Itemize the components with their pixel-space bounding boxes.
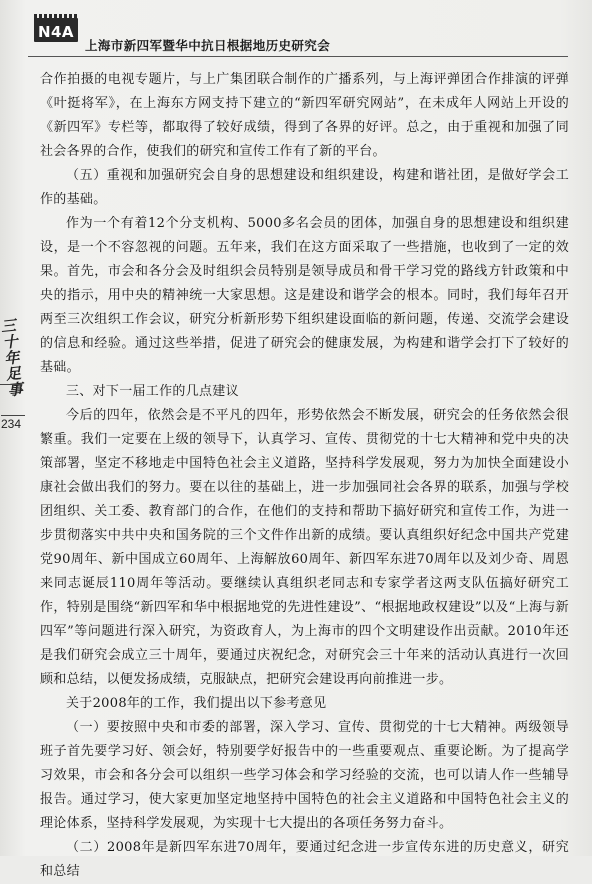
header-divider	[28, 56, 568, 57]
section-heading-five: （五）重视和加强研究会自身的思想建设和组织建设，构建和谐社团，是做好学会工作的基础。	[40, 168, 569, 207]
paragraph-intro-2008: 关于2008年的工作，我们提出以下参考意见	[66, 696, 327, 711]
paragraph: 今后的四年，依然会是不平凡的四年，形势依然会不断发展，研究会的任务依然会很繁重。我们一定要在上级的领导下，认真学习、宣传、贯彻党的十七大精神和党中央的决策部署，坚定不移地走中国特色社会主义道路，坚持科学发展观，努力为加快全面建设小康社会做出我们的努力。要在以往的基础上，进一步加强同社会各界的联系，加强与学校团组织、关工委、教育部门的合作，在他们的支持和帮助下搞好研究和宣传工作，为进一步贯彻落实中共中央和国务院的三个文件作出新的成绩。要认真组织好纪念中国共产党建党90周年、新中国成立60周年、上海解放60周年、新四军东进70周年以及刘少奇、周恩来同志诞辰110周年等活动。要继续认真组织老同志和专家学者这两支队伍搞好研究工作，特别是围绕“新四军和华中根据地党的先进性建设”、“根据地政权建设”以及“上海与新四军”等问题进行深入研究，为资政育人，为上海市的四个文明建设作出贡献。2010年还是我们研究会成立三十周年，要通过庆祝纪念，对研究会三十年来的活动认真进行一次回顾和总结，以便发扬成绩，克服缺点，把研究会建设再向前推进一步。	[40, 408, 569, 687]
paragraph-item-two: （二）2008年是新四军东进70周年，要通过纪念进一步宣传东进的历史意义，研究和总结	[40, 840, 569, 879]
organization-name: 上海市新四军暨华中抗日根据地历史研究会	[85, 38, 331, 53]
n4a-logo: N4A	[34, 18, 78, 42]
page-header	[28, 10, 568, 56]
paragraph-item-one: （一）要按照中央和市委的部署，深入学习、宣传、贯彻党的十七大精神。两级领导班子首先要学习好、领会好，特别要学好报告中的一些重要观点、重要论断。为了提高学习效果，市会和各分会可以组织一些学习体会和学习经验的交流，也可以请人作一些辅导报告。通过学习，使大家更加坚定地坚持中国特色的社会主义道路和中国特色社会主义的理论体系，坚持科学发展观，为实现十七大提出的各项任务努力奋斗。	[40, 720, 569, 831]
page-number: 234	[1, 415, 25, 431]
paragraph: 作为一个有着12个分支机构、5000多名会员的团体，加强自身的思想建设和组织建设，是一个不容忽视的问题。五年来，我们在这方面采取了一些措施，也收到了一定的效果。首先，市会和各分会及时组织会员特别是领导成员和骨干学习党的路线方针政策和中央的指示，用中央的精神统一大家思想。这是建设和谐学会的根本。同时，我们每年召开两至三次组织工作会议，研究分析新形势下组织建设面临的新问题，传递、交流学会建设的信息和经验。通过这些举措，促进了研究会的健康发展，为构建和谐学会打下了较好的基础。	[40, 216, 569, 375]
section-heading-three: 三、对下一届工作的几点建议	[66, 384, 239, 399]
side-divider	[0, 384, 22, 385]
side-calligraphy-mark: 三十年足事	[0, 316, 24, 400]
paragraph-continued: 合作拍摄的电视专题片，与上广集团联合制作的广播系列，与上海评弹团合作排演的评弹《叶挺将军》，在上海东方网支持下建立的“新四军研究网站”，在未成年人网站上开设的《新四军》专栏等，都取得了较好成绩，得到了各界的好评。总之，由于重视和加强了同社会各界的合作，使我们的研究和宣传工作有了新的平台。	[40, 72, 569, 159]
body-text	[40, 68, 569, 884]
